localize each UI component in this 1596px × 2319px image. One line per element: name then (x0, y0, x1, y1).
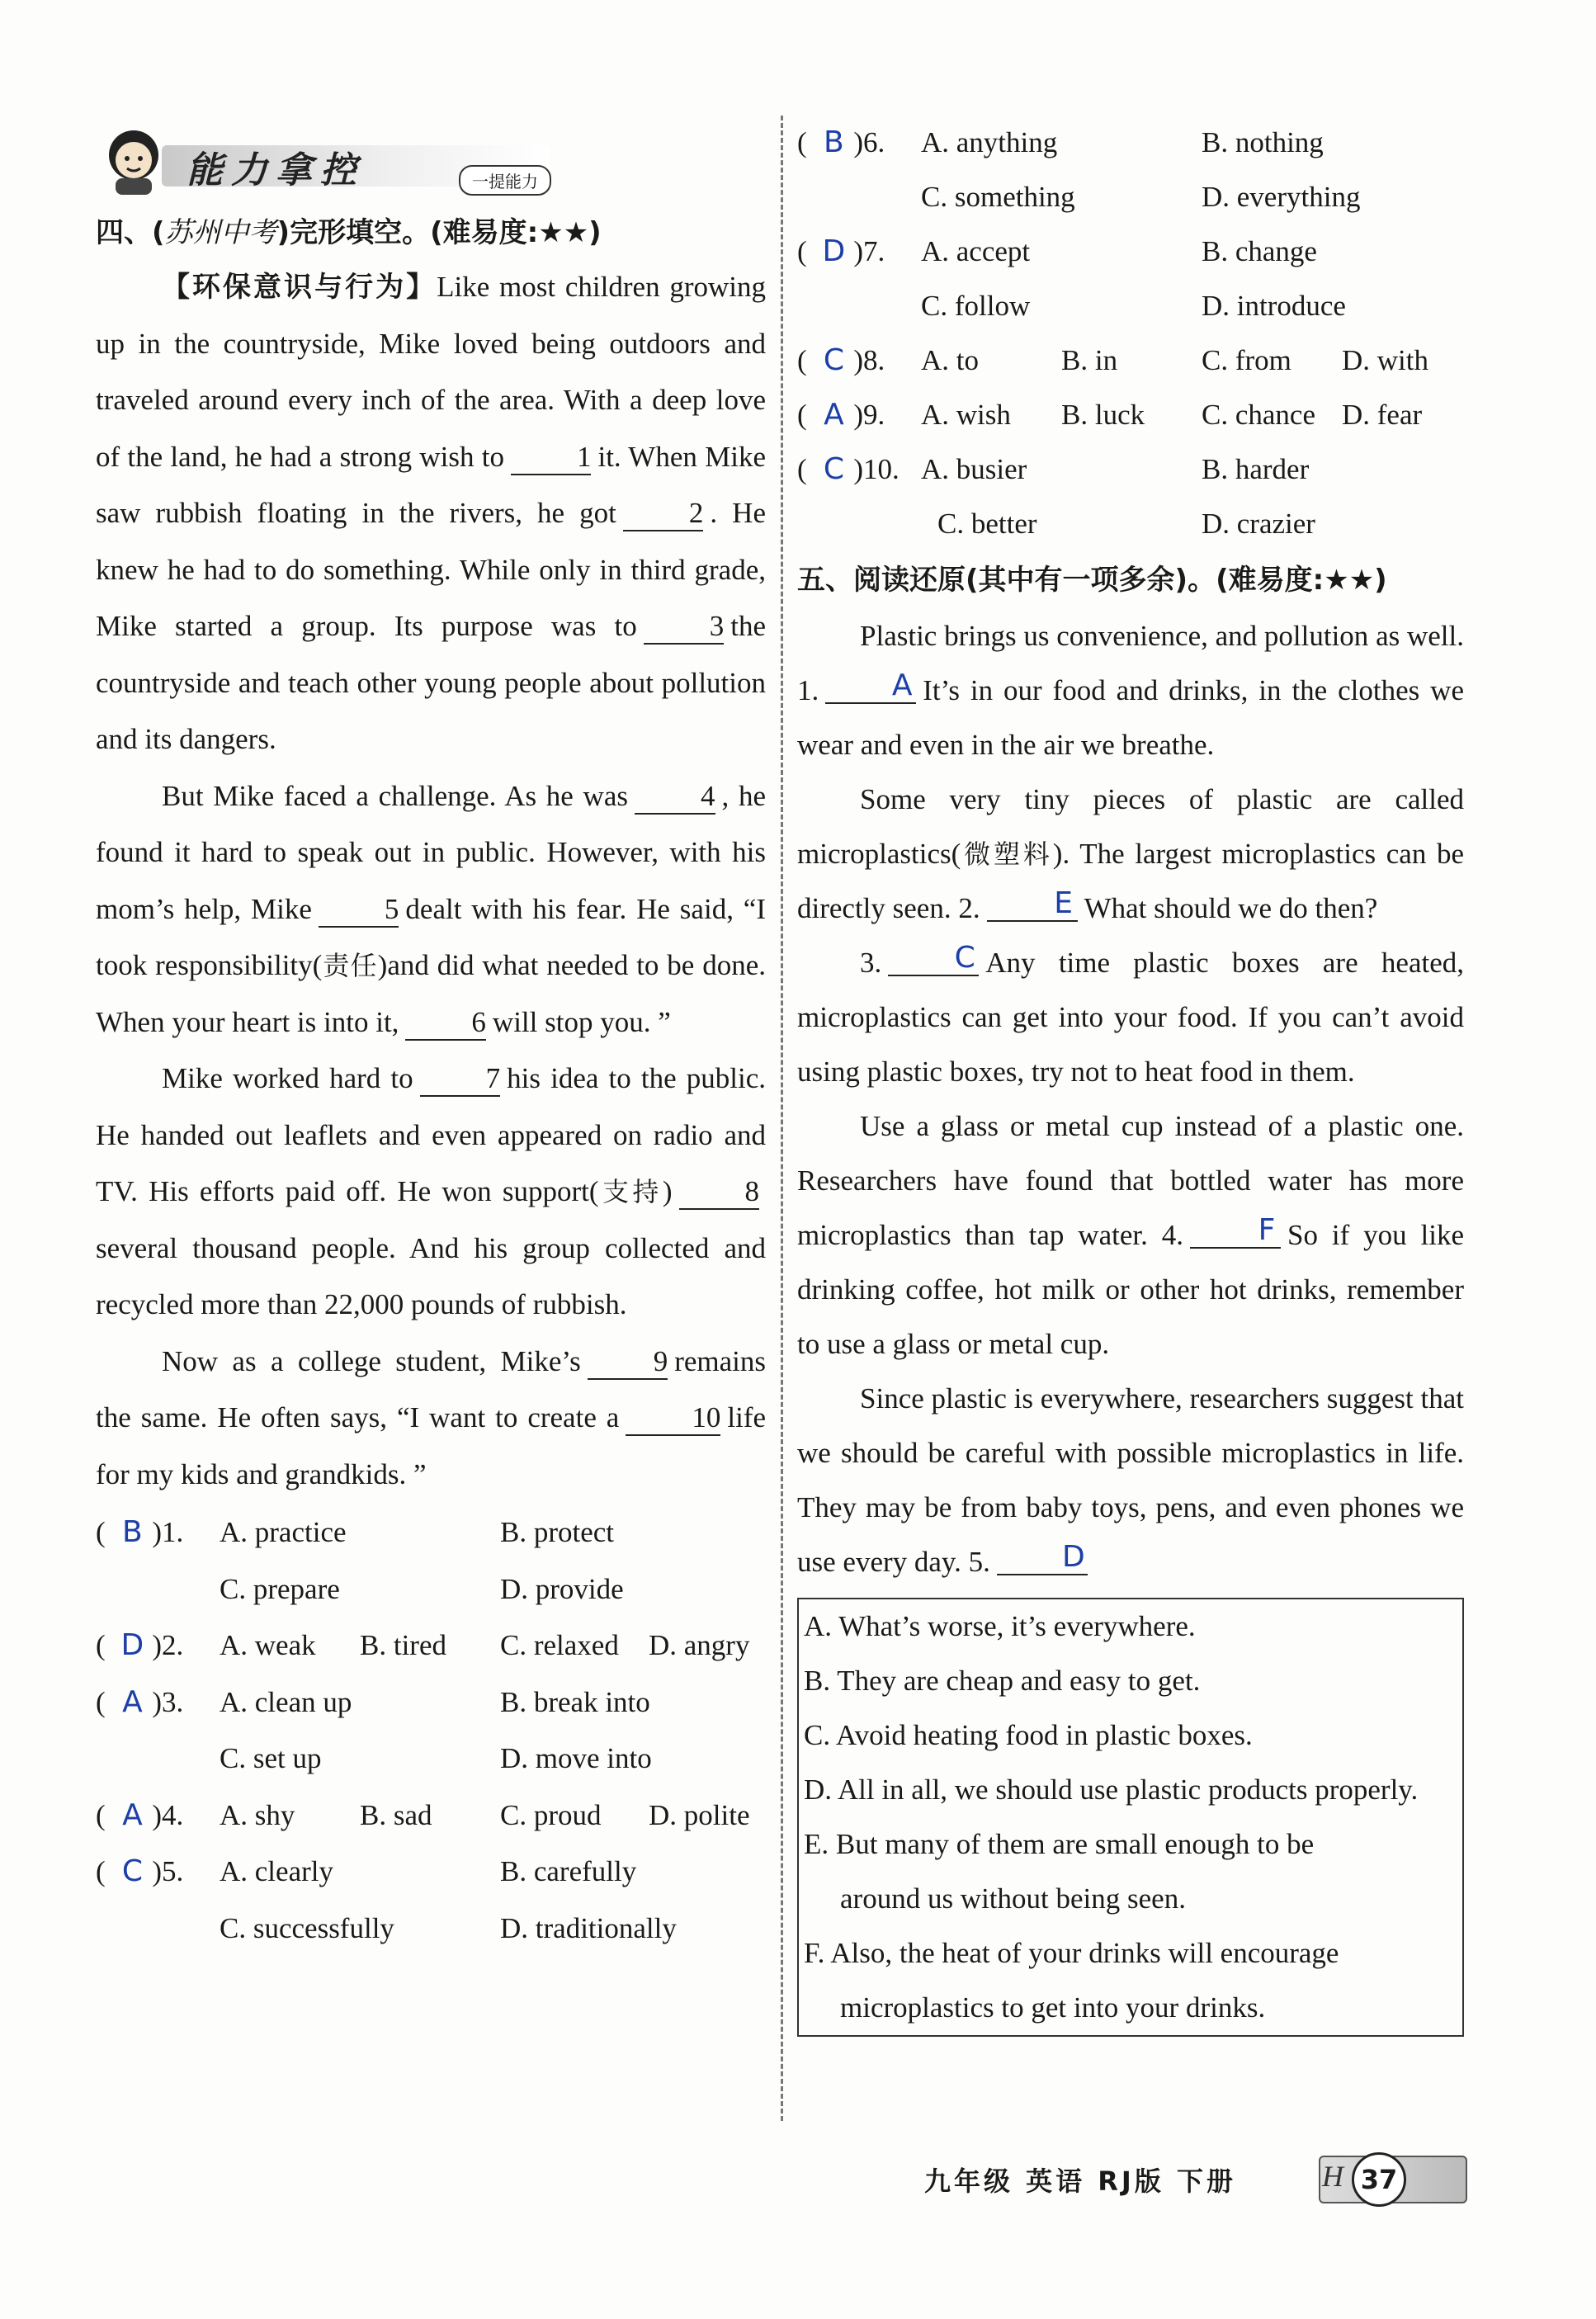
cloze-paragraph-3: Mike worked hard to 7 his idea to the public. He handed out leaflets and even appeared on radio and TV. His efforts paid off. He won support(支持) 8several thousand people. And his group collected and recycled more than 22,000 pounds of rubbish. (96, 1062, 766, 1320)
answer-2: D (120, 1628, 144, 1662)
answer-4: A (122, 1797, 143, 1832)
question-row-5b: C. successfully D. traditionally (220, 1911, 677, 1944)
blank-10: 10 (626, 1401, 720, 1436)
reading-answer-5: D (997, 1541, 1088, 1575)
reading-answer-2: E (987, 887, 1078, 922)
column-divider (781, 116, 783, 2121)
reading-answer-4: F (1190, 1214, 1281, 1249)
question-row-8: ( C )8. A. to B. in C. from D. with (797, 333, 1464, 388)
option-e: E. But many of them are small enough to be around us without being seen. (804, 1828, 1315, 1915)
answer-5: C (121, 1854, 143, 1888)
answer-9: A (824, 398, 844, 432)
answer-7: D (822, 234, 846, 268)
reading-answer-1: A (825, 669, 916, 704)
left-column (96, 116, 766, 1957)
blank-4: 4 (635, 780, 715, 815)
question-row-3: ( A )3. A. clean up B. break into (96, 1674, 766, 1731)
question-row-10b: C. better D. crazier (937, 508, 1315, 540)
question-row-2: ( D )2. A. weak B. tired C. relaxed D. angry (96, 1618, 766, 1674)
question-row-6b: C. something D. everything (921, 181, 1361, 213)
question-row-4: ( A )4. A. shy B. sad C. proud D. polite (96, 1788, 766, 1844)
blank-7: 7 (420, 1062, 501, 1097)
answer-1: B (122, 1515, 143, 1549)
blank-3: 3 (644, 610, 725, 645)
reading-paragraph-2: Some very tiny pieces of plastic are called microplastics(微塑料). The largest microplastics can be directly seen. 2. E What should we do then? (797, 783, 1464, 924)
option-c: C. Avoid heating food in plastic boxes. (804, 1719, 1253, 1751)
answer-10: C (823, 452, 844, 486)
question-row-6: ( B )6. A. anything B. nothing (797, 116, 1464, 170)
blank-9: 9 (588, 1345, 668, 1380)
section5-title: 五、阅读还原(其中有一项多余)。(难易度:★★) (797, 564, 1387, 597)
answer-8: C (823, 343, 844, 377)
cloze-paragraph-4: Now as a college student, Mike’s 9 remains the same. He often says, “I want to create a 10 life for my kids and grandkids. ” (96, 1344, 766, 1490)
question-row-5: ( C )5. A. clearly B. carefully (96, 1844, 766, 1901)
option-d: D. All in all, we should use plastic products properly. (804, 1773, 1419, 1806)
cloze-paragraph-1: 【环保意识与行为】Like most children growing up in the countryside, Mike loved being outdoors and traveled around every inch of the area. With a deep love of the land, he had a strong wish to 1 it. When Mike saw rubbish floating in the rivers, he got 2 . He knew he had to do something. While only in third grade, Mike started a group. Its purpose was to 3 the countryside and teach other young people about pollution and its dangers. (96, 271, 767, 755)
page-number: 37 (1352, 2152, 1406, 2207)
reading-answer-3: C (888, 942, 979, 976)
right-column (797, 116, 1464, 2037)
banner-tag: 一提能力 (459, 165, 551, 196)
question-row-10: ( C )10. A. busier B. harder (797, 442, 1464, 497)
blank-2: 2 (623, 497, 704, 531)
option-b: B. They are cheap and easy to get. (804, 1665, 1201, 1697)
question-row-1: ( B )1. A. practice B. protect (96, 1504, 766, 1561)
options-box (797, 1598, 1464, 2037)
question-row-7b: C. follow D. introduce (921, 290, 1346, 322)
blank-1: 1 (511, 441, 592, 475)
cloze-options-left (96, 1504, 766, 1957)
page-footer (924, 2152, 1469, 2202)
answer-3: A (122, 1684, 143, 1719)
cloze-paragraph-2: But Mike faced a challenge. As he was 4 , he found it hard to speak out in public. However, with his mom’s help, Mike 5 dealt with his fear. He said, “I took responsibility(责任)and did what needed to be done. When your heart is into it, 6 will stop you. ” (96, 768, 766, 1051)
reading-paragraph-5: Since plastic is everywhere, researchers suggest that we should be careful with possible microplastics in life. They may be from baby toys, pens, and even phones we use every day. 5. D (797, 1382, 1464, 1578)
reading-paragraph-3: 3. C Any time plastic boxes are heated, microplastics can get into your food. If you can’t avoid using plastic boxes, try not to heat food in them. (797, 941, 1464, 1088)
question-row-9: ( A )9. A. wish B. luck C. chance D. fear (797, 388, 1464, 442)
footer-text: 九年级 英语 RJ版 下册 (924, 2166, 1236, 2197)
publisher-logo: H (1322, 2160, 1343, 2193)
blank-5: 5 (319, 893, 399, 928)
section-banner (96, 116, 766, 206)
question-row-7: ( D )7. A. accept B. change (797, 224, 1464, 279)
reading-paragraph-1: Plastic brings us convenience, and pollution as well. 1. A It’s in our food and drinks, in the clothes we wear and even in the air we breathe. (797, 620, 1464, 761)
banner-title: 能力拿控 (187, 149, 365, 191)
option-f: F. Also, the heat of your drinks will encourage microplastics to get into your drinks. (804, 1937, 1339, 2024)
section4-title: 四、(苏州中考)完形填空。(难易度:★★) (96, 216, 602, 249)
question-row-1b: C. prepare D. provide (220, 1572, 624, 1605)
reading-paragraph-4: Use a glass or metal cup instead of a plastic one. Researchers have found that bottled water has more microplastics than tap water. 4. F So if you like drinking coffee, hot milk or other hot drinks, remember to use a glass or metal cup. (797, 1110, 1464, 1360)
answer-6: B (824, 125, 844, 159)
blank-6: 6 (405, 1006, 486, 1041)
mascot-icon (96, 122, 172, 198)
topic-tag: 【环保意识与行为】 (162, 271, 437, 304)
option-a: A. What’s worse, it’s everywhere. (804, 1610, 1196, 1642)
question-row-3b: C. set up D. move into (220, 1742, 652, 1774)
blank-8: 8 (679, 1175, 760, 1210)
